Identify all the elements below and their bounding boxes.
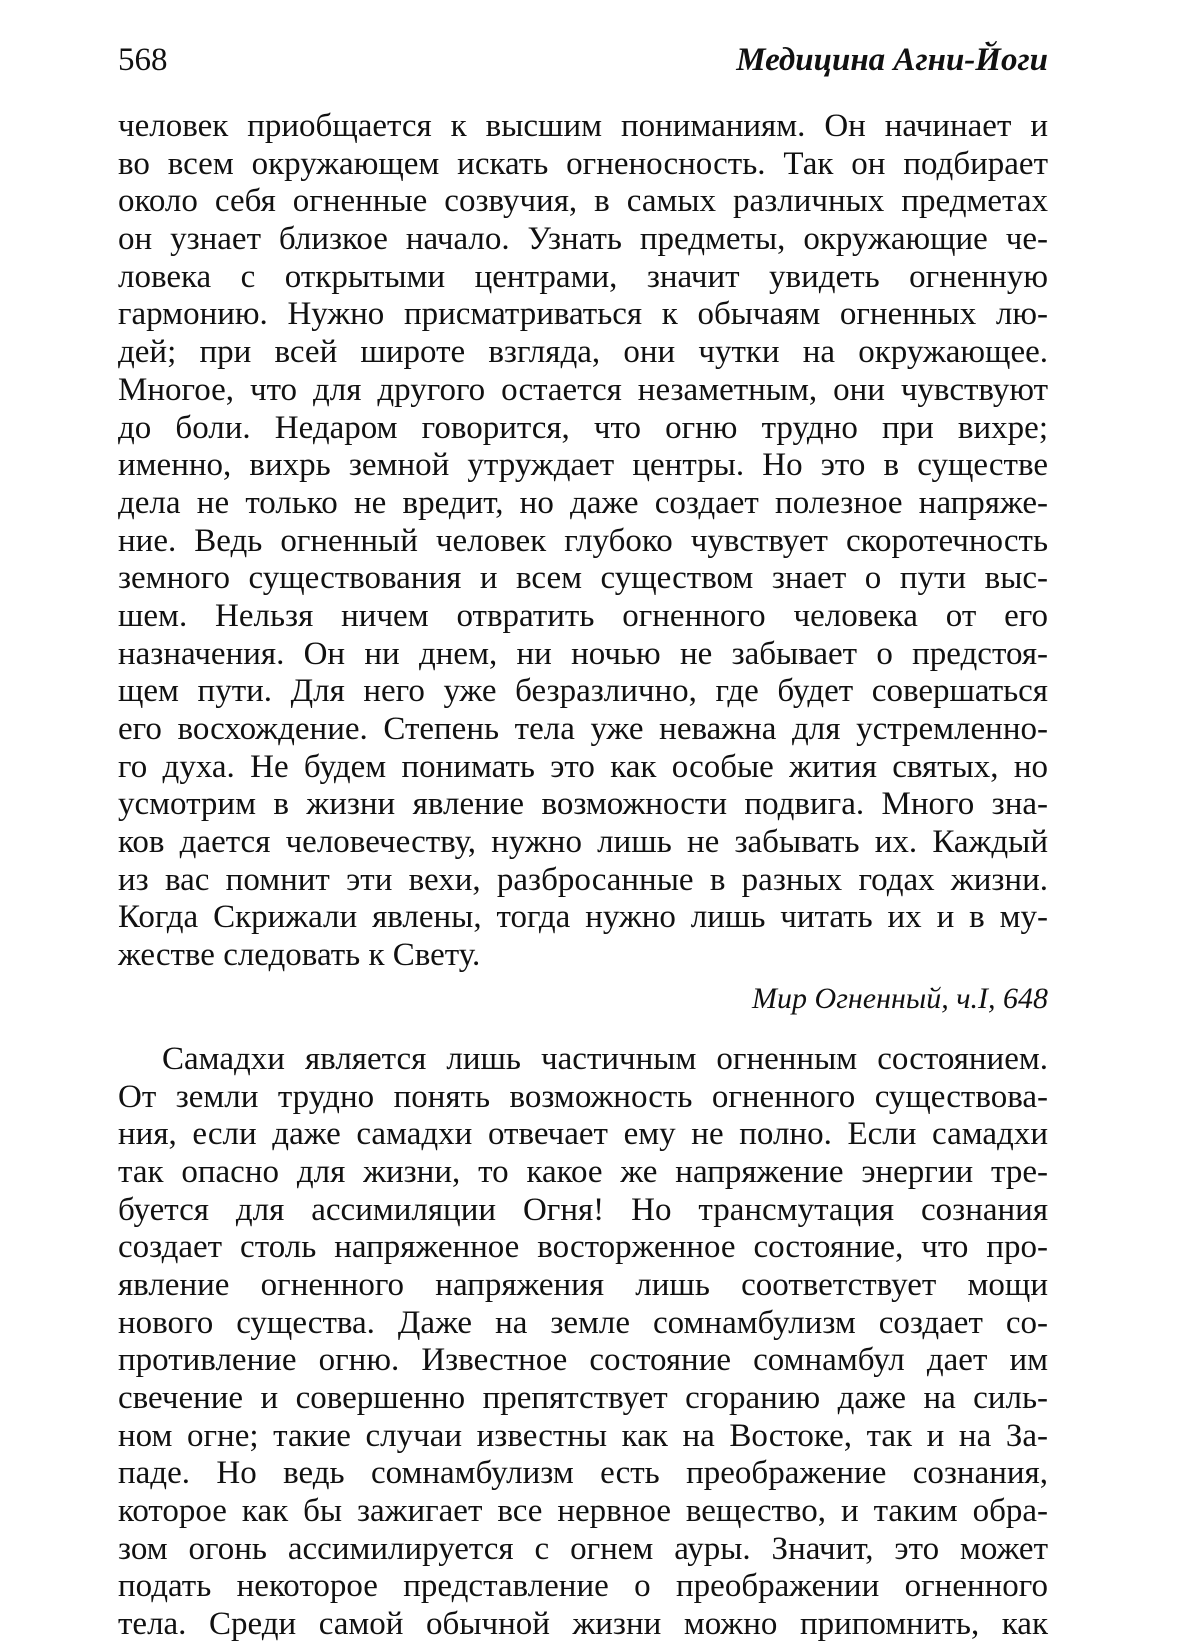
text-line: человек приобщается к высшим пониманиям. Он начинает и <box>118 108 1048 144</box>
text-line: зом огонь ассимилируется с огнем ауры. Значит, это может <box>118 1530 1048 1567</box>
text-line: тела. Среди самой обычной жизни можно припомнить, как <box>118 1606 1048 1643</box>
text-line: ние. Ведь огненный человек глубоко чувствует скоротечность <box>118 522 1048 559</box>
text-line: нового существа. Даже на земле сомнамбулизм создает со- <box>118 1304 1048 1341</box>
source-citation: Мир Огненный, ч.I, 648 <box>752 981 1048 1015</box>
text-line: ков дается человечеству, нужно лишь не забывать их. Каждый <box>118 824 1048 861</box>
text-line: подать некоторое представление о преображении огненного <box>118 1568 1048 1605</box>
text-line: гармонию. Нужно присматриваться к обычаям огненных лю- <box>118 296 1048 333</box>
text-line: так опасно для жизни, то какое же напряжение энергии тре- <box>118 1153 1048 1190</box>
text-line: во всем окружающем искать огненосность. Так он подбирает <box>118 145 1048 182</box>
text-line: из вас помнит эти вехи, разбросанные в разных годах жизни. <box>118 861 1048 898</box>
text-line: ловека с открытыми центрами, значит увидеть огненную <box>118 258 1048 295</box>
text-line: он узнает близкое начало. Узнать предметы, окружающие че- <box>118 221 1048 258</box>
text-line: дей; при всей широте взгляда, они чутки на окружающее. <box>118 334 1048 371</box>
text-line: жестве следовать к Свету. <box>118 937 481 974</box>
text-line: ном огне; такие случаи известны как на Востоке, так и на За- <box>118 1417 1048 1454</box>
text-line: От земли трудно понять возможность огненного существова- <box>118 1078 1048 1115</box>
text-line: шем. Нельзя ничем отвратить огненного человека от его <box>118 597 1048 634</box>
book-page <box>118 38 1048 1644</box>
paragraph-1 <box>118 108 1048 975</box>
text-line: ния, если даже самадхи отвечает ему не полно. Если самадхи <box>118 1116 1048 1153</box>
text-line: земного существования и всем существом знает о пути выс- <box>118 560 1048 597</box>
text-line: паде. Но ведь сомнамбулизм есть преображение сознания, <box>118 1455 1048 1492</box>
text-line: Самадхи является лишь частичным огненным состоянием. <box>162 1040 1048 1077</box>
text-line: го духа. Не будем понимать это как особые жития святых, но <box>118 748 1048 785</box>
paragraph-2 <box>118 1041 1048 1644</box>
text-line: создает столь напряженное восторженное состояние, что про- <box>118 1229 1048 1266</box>
page-number: 568 <box>118 42 168 78</box>
book-title: Медицина Агни-Йоги <box>736 42 1048 78</box>
text-line: назначения. Он ни днем, ни ночью не забывает о предстоя- <box>118 635 1048 672</box>
text-line: до боли. Недаром говорится, что огню трудно при вихре; <box>118 409 1048 446</box>
text-line: Когда Скрижали явлены, тогда нужно лишь читать их и в му- <box>118 899 1048 936</box>
text-line: Многое, что для другого остается незаметным, они чувствуют <box>118 371 1048 408</box>
text-line: дела не только не вредит, но даже создает полезное напряже- <box>118 484 1048 521</box>
text-line: свечение и совершенно препятствует сгоранию даже на силь- <box>118 1380 1048 1416</box>
text-line: щем пути. Для него уже безразлично, где будет совершаться <box>118 673 1048 710</box>
text-line: его восхождение. Степень тела уже неважна для устремленно- <box>118 711 1048 747</box>
text-line: именно, вихрь земной утруждает центры. Но это в существе <box>118 447 1048 484</box>
text-line: усмотрим в жизни явление возможности подвига. Много зна- <box>118 786 1048 823</box>
text-line: противление огню. Известное состояние сомнамбул дает им <box>118 1342 1048 1379</box>
text-line: которое как бы зажигает все нервное вещество, и таким обра- <box>118 1493 1048 1530</box>
running-header <box>118 38 1048 98</box>
text-line: буется для ассимиляции Огня! Но трансмутация сознания <box>118 1191 1048 1228</box>
text-line: около себя огненные созвучия, в самых различных предметах <box>118 183 1048 220</box>
text-line: явление огненного напряжения лишь соответствует мощи <box>118 1266 1048 1303</box>
